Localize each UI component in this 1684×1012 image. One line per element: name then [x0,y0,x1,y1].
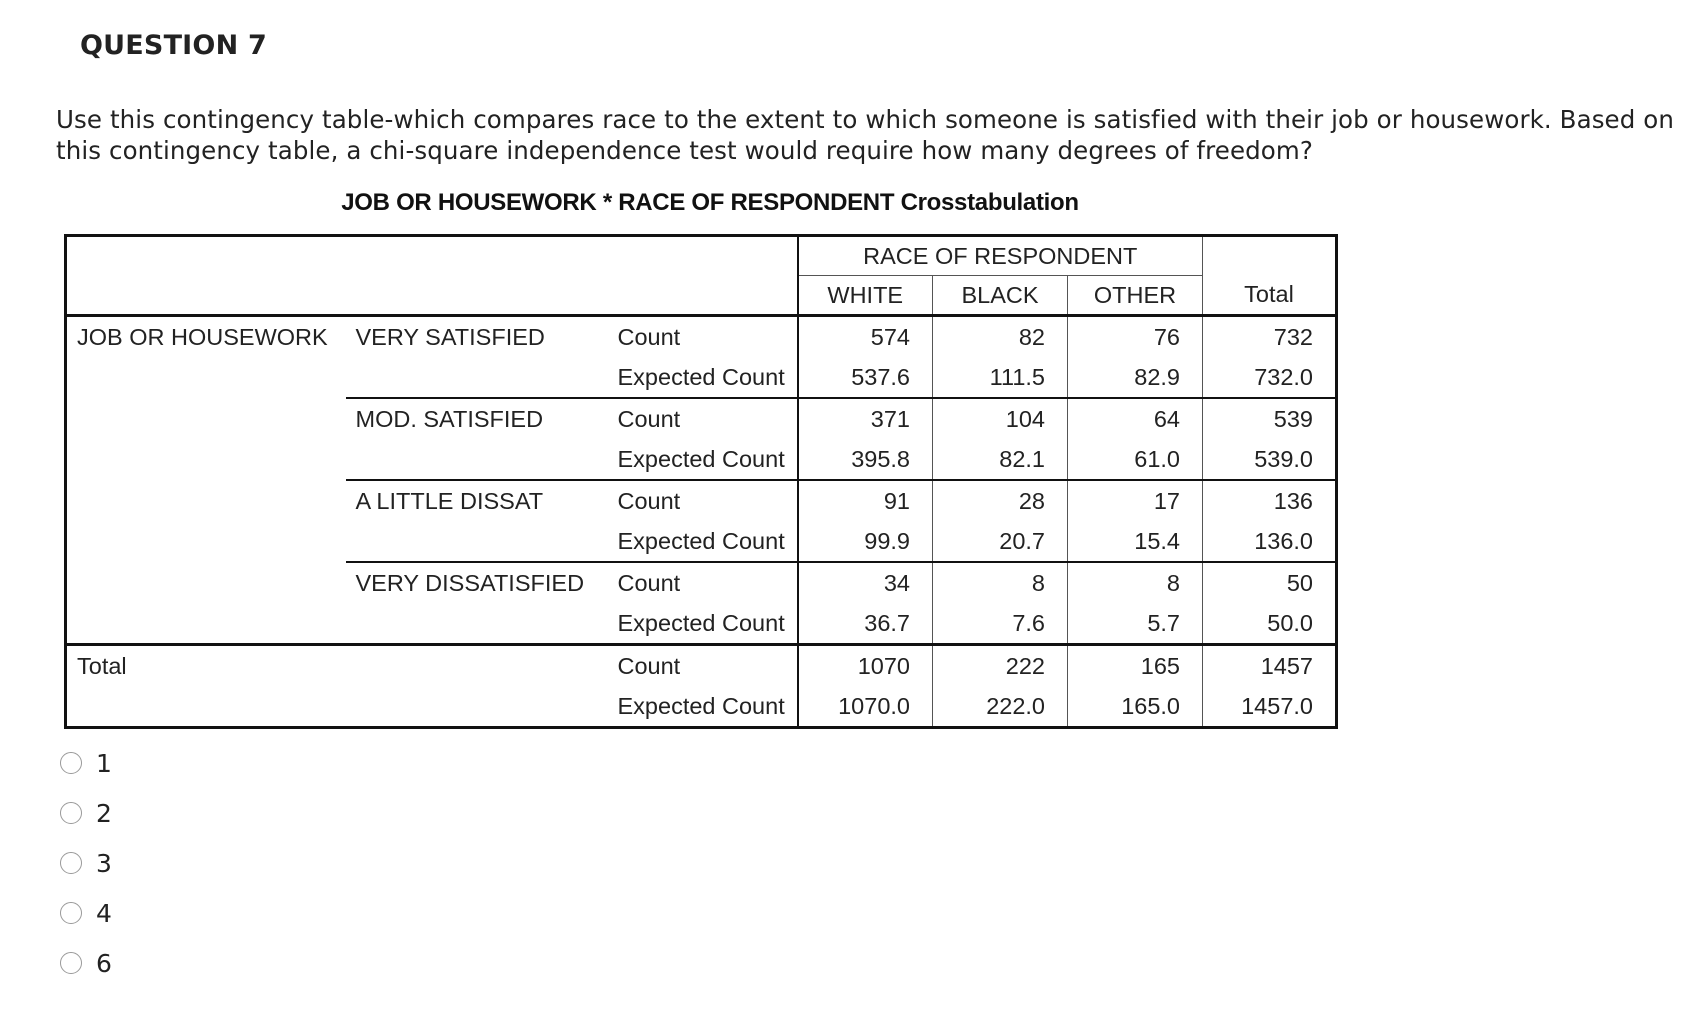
cell-total: 1457.0 [1241,692,1313,719]
question-title: QUESTION 7 [80,30,267,61]
row-category-label: VERY DISSATISFIED [346,562,608,603]
cell-value: 61.0 [1068,439,1203,480]
radio-button[interactable] [60,952,82,974]
answer-option-6[interactable] [60,938,112,988]
cell-value: 222.0 [933,686,1068,728]
table-row [66,357,1337,398]
cell-value: 82 [933,316,1068,358]
cell-value: 165 [1068,645,1203,687]
column-header-other: OTHER [1068,276,1203,316]
header-row-group [66,236,1337,276]
radio-button[interactable] [60,902,82,924]
cell-value: 1070 [798,645,933,687]
table-row-total [66,686,1337,728]
column-header-black: BLACK [933,276,1068,316]
cell-value: 82.9 [1068,357,1203,398]
cell-value: 15.4 [1068,521,1203,562]
cell-total: 50.0 [1267,609,1313,636]
table-row [66,316,1337,358]
cell-value: 34 [798,562,933,603]
cell-value: 222 [933,645,1068,687]
cell-value: 28 [933,480,1068,521]
race-group-header: RACE OF RESPONDENT [798,236,1203,276]
cell-value: 395.8 [798,439,933,480]
answer-options [60,738,112,988]
stat-label: Expected Count [608,439,798,480]
answer-option-1[interactable] [60,738,112,788]
cell-value: 99.9 [798,521,933,562]
option-label: 1 [96,748,112,778]
cell-total: 539.0 [1254,445,1313,472]
stat-label: Count [608,398,798,439]
row-category-label: VERY SATISFIED [355,323,545,350]
cell-value: 111.5 [933,357,1068,398]
row-category-label: A LITTLE DISSAT [346,480,608,521]
option-label: 3 [96,848,112,878]
stat-label: Expected Count [608,603,798,645]
total-column-header: Total [1203,236,1337,316]
cell-value: 165.0 [1068,686,1203,728]
option-label: 6 [96,948,112,978]
answer-option-4[interactable] [60,888,112,938]
stat-label: Expected Count [608,357,798,398]
cell-value: 104 [933,398,1068,439]
cell-value: 91 [798,480,933,521]
cell-value: 76 [1068,316,1203,358]
cell-total: 539 [1203,398,1337,439]
option-label: 4 [96,898,112,928]
stat-label: Expected Count [608,521,798,562]
row-category-label: MOD. SATISFIED [346,398,608,439]
cell-value: 537.6 [798,357,933,398]
cell-value: 82.1 [933,439,1068,480]
cell-value: 1070.0 [798,686,933,728]
stat-label: Count [608,480,798,521]
cell-total: 50 [1203,562,1337,603]
radio-button[interactable] [60,802,82,824]
row-variable-label: JOB OR HOUSEWORK [77,323,328,350]
cell-value: 371 [798,398,933,439]
table-row [66,521,1337,562]
cell-total: 136 [1203,480,1337,521]
cell-total: 1457 [1203,645,1337,687]
cell-total: 136.0 [1254,527,1313,554]
cell-value: 36.7 [798,603,933,645]
stat-label: Count [608,562,798,603]
option-label: 2 [96,798,112,828]
radio-button[interactable] [60,752,82,774]
radio-button[interactable] [60,852,82,874]
table-row [66,480,1337,521]
answer-option-3[interactable] [60,838,112,888]
table-row-total [66,645,1337,687]
stat-label: Count [608,316,798,358]
table-row [66,562,1337,603]
cell-total: 732.0 [1254,363,1313,390]
cell-value: 574 [798,316,933,358]
cell-value: 64 [1068,398,1203,439]
cell-value: 8 [1068,562,1203,603]
total-row-label: Total [66,645,346,687]
cell-value: 8 [933,562,1068,603]
stat-label: Count [608,645,798,687]
table-row [66,439,1337,480]
answer-option-2[interactable] [60,788,112,838]
cell-value: 7.6 [933,603,1068,645]
table-row [66,603,1337,645]
crosstab-table [64,234,1338,729]
cell-value: 5.7 [1068,603,1203,645]
table-row [66,398,1337,439]
cell-value: 20.7 [933,521,1068,562]
column-header-white: WHITE [798,276,933,316]
cell-total: 732 [1273,323,1313,350]
question-text: Use this contingency table-which compares race to the extent to which someone is satisfied with their job or housework. Based on this contingency table, a chi-square independence test would require how many degrees of freedom? [56,105,1674,165]
cell-value: 17 [1068,480,1203,521]
stat-label: Expected Count [608,686,798,728]
crosstab-title: JOB OR HOUSEWORK * RACE OF RESPONDENT Crosstabulation [341,189,1079,216]
